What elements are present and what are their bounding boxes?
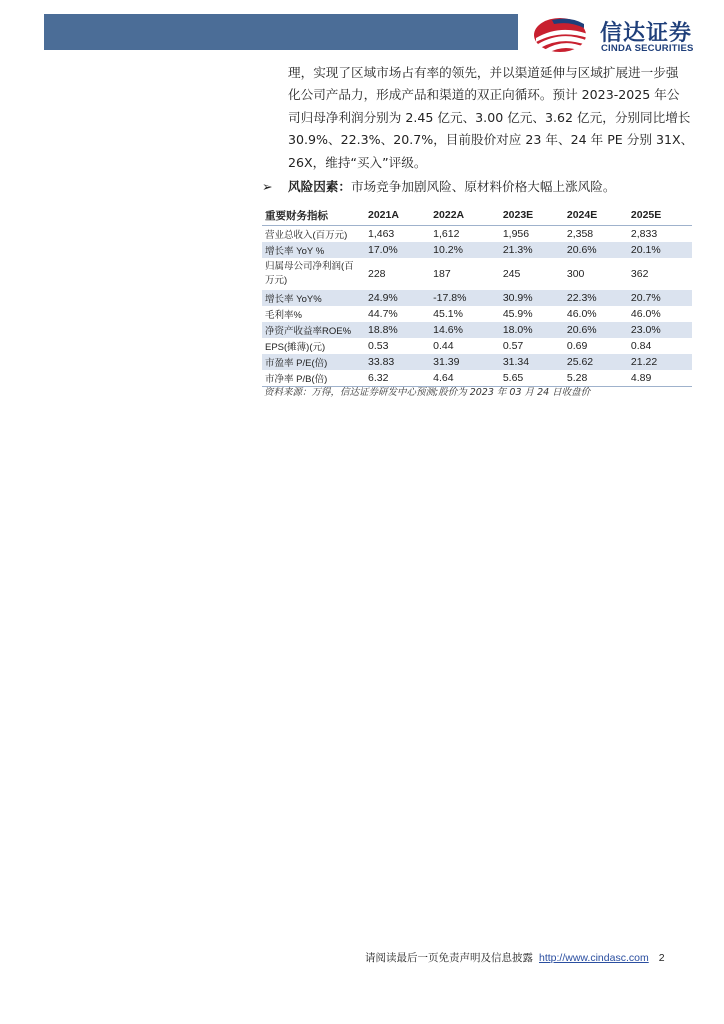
table-cell: 46.0% [630, 308, 661, 320]
footer-disclaimer: 请阅读最后一页免责声明及信息披露 [365, 952, 533, 964]
table-cell: 20.1% [628, 242, 692, 258]
table-cell: 4.64 [430, 370, 500, 387]
table-row [262, 242, 692, 258]
table-cell: 187 [433, 268, 451, 280]
body-line: 司归母净利润分别为 2.45 亿元、3.00 亿元、3.62 亿元，分别同比增长 [288, 109, 691, 125]
table-cell: 1,612 [433, 228, 460, 240]
table-cell: 23.0% [628, 322, 692, 338]
table-cell: 5.28 [564, 370, 628, 387]
table-cell: 2,833 [630, 228, 658, 240]
row-label: 市净率 P/B(倍) [262, 370, 365, 387]
table-cell: 44.7% [368, 308, 398, 320]
table-cell: 228 [368, 268, 386, 280]
table-cell: 245 [502, 268, 521, 280]
table-source-note: 资料来源：万得，信达证券研发中心预测;股价为 2023 年 03 月 24 日收盘价 [264, 387, 591, 398]
header-bar [44, 14, 518, 50]
table-cell: 0.57 [502, 340, 524, 352]
table-cell: 24.9% [365, 290, 430, 306]
table-row [262, 290, 692, 306]
body-line: 26X，维持“买入”评级。 [288, 154, 427, 170]
risk-label: 风险因素： [288, 179, 351, 194]
table-cell: 20.7% [628, 290, 692, 306]
table-header-row [262, 205, 692, 226]
row-label [262, 258, 365, 290]
body-paragraph [288, 62, 694, 174]
bullet-arrow-icon: ➢ [262, 179, 273, 194]
table-header-cell: 2024E [564, 205, 628, 226]
financial-indicators-table [262, 205, 692, 387]
table-header-cell: 2022A [430, 205, 500, 226]
body-line: 理，实现了区域市场占有率的领先，并以渠道延伸与区域扩展进一步强 [288, 65, 679, 80]
body-line: 化公司产品力，形成产品和渠道的双正向循环。预计 2023-2025 年公 [288, 87, 680, 103]
table-cell: 6.32 [365, 370, 430, 387]
row-label: 市盈率 P/E(倍) [262, 354, 365, 370]
table-header-cell: 重要财务指标 [262, 205, 365, 226]
cinda-logo-mark-icon [530, 14, 594, 56]
table-row [262, 354, 692, 370]
table-cell: 21.3% [500, 242, 564, 258]
row-label: 增长率 YoY% [262, 290, 365, 306]
table-cell: 20.6% [564, 322, 628, 338]
table-cell: 0.69 [566, 340, 588, 352]
row-label: 增长率 YoY % [262, 242, 365, 258]
row-label: 营业总收入(百万元) [265, 230, 348, 241]
table-cell: 1,956 [502, 228, 530, 240]
risk-factors [262, 177, 702, 197]
table-cell: 362 [630, 268, 649, 280]
table-row [262, 322, 692, 338]
table-cell: 0.53 [368, 340, 389, 352]
table-cell: 20.6% [564, 242, 628, 258]
table-cell: 31.39 [430, 354, 500, 370]
table-header-cell: 2023E [500, 205, 564, 226]
table-cell: 10.2% [430, 242, 500, 258]
table-row [262, 258, 692, 290]
table-cell: 21.22 [628, 354, 692, 370]
table-row [262, 226, 692, 243]
page-footer [365, 950, 665, 965]
table-cell: 33.83 [365, 354, 430, 370]
row-label-text: 归属母公司净利润(百万元) [265, 261, 354, 286]
table-cell: 4.89 [628, 370, 692, 387]
table-cell: 2,358 [566, 228, 594, 240]
table-header-cell: 2025E [628, 205, 692, 226]
cinda-logo [530, 14, 710, 56]
table-row [262, 306, 692, 322]
table-cell: 45.9% [502, 308, 533, 320]
table-cell: 30.9% [500, 290, 564, 306]
table-cell: 5.65 [500, 370, 564, 387]
table-cell: 0.44 [433, 340, 454, 352]
table-cell: 25.62 [564, 354, 628, 370]
logo-english-name: CINDA SECURITIES [601, 43, 694, 54]
table-cell: 1,463 [368, 228, 395, 240]
logo-chinese-name: 信达证券 [600, 21, 693, 46]
row-label: 净资产收益率ROE% [262, 322, 365, 338]
table-cell: 300 [566, 268, 585, 280]
risk-text: 市场竞争加剧风险、原材料价格大幅上涨风险。 [350, 179, 616, 194]
website-link[interactable]: http://www.cindasc.com [539, 952, 649, 964]
table-cell: 46.0% [566, 308, 597, 320]
table-cell: 45.1% [433, 308, 463, 320]
table-cell: 31.34 [500, 354, 564, 370]
page-number: 2 [658, 952, 665, 964]
body-line: 30.9%、22.3%、20.7%，目前股价对应 23 年、24 年 PE 分别 31X、 [288, 132, 694, 148]
table-cell: 18.0% [500, 322, 564, 338]
table-header-cell: 2021A [365, 205, 430, 226]
row-label: EPS(摊薄)(元) [265, 342, 326, 353]
table-cell: 0.84 [630, 340, 652, 352]
table-cell: 14.6% [430, 322, 500, 338]
row-label: 毛利率% [265, 310, 302, 321]
table-cell: 18.8% [365, 322, 430, 338]
table-row [262, 338, 692, 354]
table-cell: 17.0% [365, 242, 430, 258]
table-cell: 22.3% [564, 290, 628, 306]
table-cell: -17.8% [430, 290, 500, 306]
